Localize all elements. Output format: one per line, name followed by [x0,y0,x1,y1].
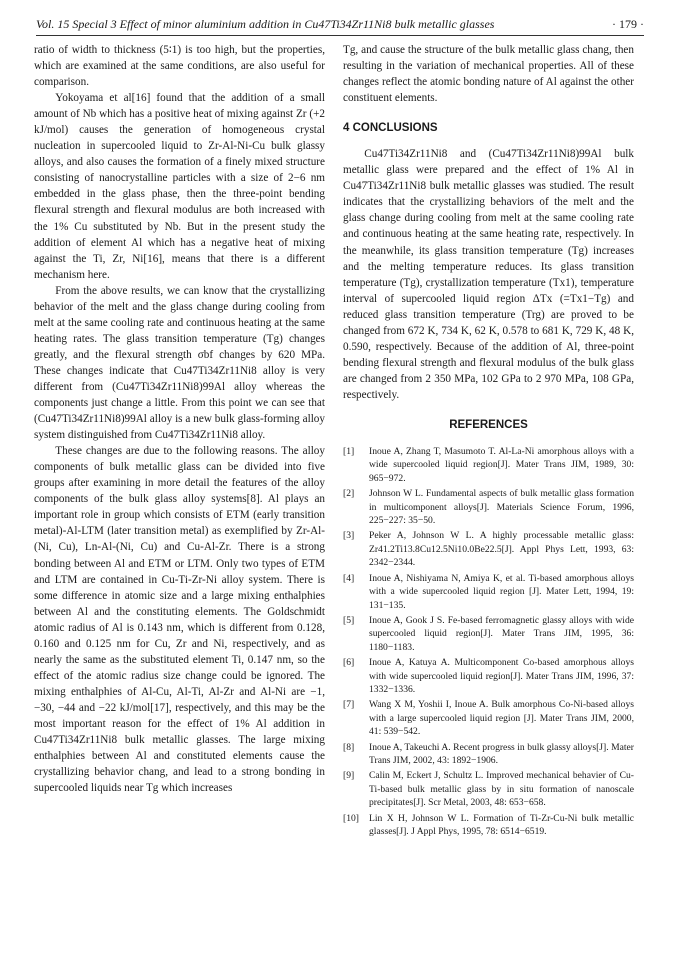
header-title: Vol. 15 Special 3 Effect of minor aluminium addition in Cu47Ti34Zr11Ni8 bulk metallic glasses [36,17,495,31]
paragraph: Yokoyama et al[16] found that the addition of a small amount of Nb which has a positive heat of mixing against Zr (+2 kJ/mol) causes the generation of homogeneous crystal nucleation in supercooled liquid to Zr-Al-Ni-Cu bulk glassy alloys, and also causes the formation of a finely mixed structure consisting of nanocrystalline particles with a size of 2−6 nm embedded in the glass phase, then the three-point bending flexural strength and flexural modulus are both increased with the 1% Cu substituted by Nb. But in the present study the addition of element Al which has a negative heat of mixing against the Ti, Zr, Ni[16], means that there is a different mechanism here. [34,92,325,281]
reference-item: [2] Johnson W L. Fundamental aspects of bulk metallic glass formation in multicomponent alloys[J]. Materials Science Forum, 1996, 225−227: 35−50. [343,488,634,527]
reference-item: [9] Calin M, Eckert J, Schultz L. Improved mechanical behavier of Cu-Ti-based bulk metallic glass by in situ formation of nanoscale precipitates[J]. Scr Metal, 2003, 48: 653−658. [343,770,634,809]
reference-item: [10] Lin X H, Johnson W L. Formation of Ti-Zr-Cu-Ni bulk metallic glasses[J]. J Appl Phys, 1995, 78: 6514−6519. [343,812,634,837]
reference-item: [5] Inoue A, Gook J S. Fe-based ferromagnetic glassy alloys with wide supercooled liquid region[J]. Mater Trans JIM, 1995, 36: 1180−1183. [343,614,634,653]
reference-item: [7] Wang X M, Yoshii I, Inoue A. Bulk amorphous Co-Ni-based alloys with a large supercooled liquid region [J]. Mater Trans JIM, 2000, 41: 539−542. [343,699,634,738]
reference-item: [4] Inoue A, Nishiyama N, Amiya K, et al. Ti-based amorphous alloys with a wide supercooled liquid region [J]. Mater Lett, 1994, 19: 131−135. [343,572,634,611]
left-column [34,42,325,796]
section-heading-conclusions: 4 CONCLUSIONS [343,122,438,135]
references-heading: REFERENCES [449,418,528,431]
running-header [36,14,644,36]
conclusions-paragraph: Cu47Ti34Zr11Ni8 and (Cu47Ti34Zr11Ni8)99Al bulk metallic glass were prepared and the effect of 1% Al in Cu47Ti34Zr11Ni8 bulk metallic glasses was studied. The result indicates that the crystallizing behaviors of the melt and the glass change during cooling from melt at the same cooling rate and continuous heating at the same heating rate, respectively. In the meanwhile, its glass transition temperature (Tg) increases and the melting temperature reduces. Its glass transition temperature (Tg), crystallization temperature (Tx1), temperature interval of supercooled liquid region ΔTx (=Tx1−Tg) and reduced glass transition temperature (Trg) are proved to be changed from 672 K, 734 K, 62 K, 0.578 to 681 K, 729 K, 48 K, 0.590, respectively. Because of the addition of Al, three-point bending flexural strength and flexural modulus of the bulk glass are changed from 2 350 MPa, 102 GPa to 2 970 MPa, 108 GPa, respectively. [343,148,634,401]
reference-item: [3] Peker A, Johnson W L. A highly processable metallic glass: Zr41.2Ti13.8Cu12.5Ni10.0Be22.5[J]. Appl Phys Lett, 1993, 63: 2342−2344. [343,530,634,569]
reference-item: [8] Inoue A, Takeuchi A. Recent progress in bulk glassy alloys[J]. Mater Trans JIM, 2002, 43: 1892−1906. [343,741,634,766]
reference-item: [1] Inoue A, Zhang T, Masumoto T. Al-La-Ni amorphous alloys with a wide supercooled liquid region[J]. Mater Trans JIM, 1989, 30: 965−972. [343,446,634,484]
page-number: · 179 · [612,17,644,31]
reference-list [343,445,634,838]
paragraph: Tg, and cause the structure of the bulk metallic glass chang, then resulting in the variation of mechanical properties. All of these changes reflect the atomic bonding nature of Al against the other constituent elements. [343,44,634,105]
paragraph: From the above results, we can know that the crystallizing behavior of the melt and the glass change during cooling from melt at the same cooling rate and continuous heating at the same heating rates. The glass transition temperature (Tg) changes greatly, and the flexural strength σbf changes by 620 MPa. These changes indicate that Cu47Ti34Zr11Ni8 alloy is very different from (Cu47Ti34Zr11Ni8)99Al alloy whereas the components just change a little. From this point we can see that (Cu47Ti34Zr11Ni8)99Al alloy is a new bulk glass-forming alloy system distinguished from Cu47Ti34Zr11Ni8 alloy. [34,284,325,442]
paragraph: ratio of width to thickness (5∶1) is too high, but the properties, which are examined at the same conditions, are also useful for comparison. [34,44,325,89]
paragraph: These changes are due to the following reasons. The alloy components of bulk metallic glass can be divided into five groups after examining in more detail the features of the alloy components of the bulk glass alloy systems[8]. Al plays an important role in group which consists of ETM (early transition metal)-Al-LTM (later transition metal) as exemplified by Zr-Al-(Ni, Cu), Ln-Al-(Ni, Cu) and Cu-Al-Zr. There is a strong bonding between Al and ETM or LTM. Only two types of ETM and LTM are contained in Cu-Ti-Zr-Ni alloy system. There is some difference in atomic size and a large mixing enthalphies between Al and the constituting elements. The Goldschmidt atomic radius of Al is 0.143 nm, which is different from 0.128, 0.160 and 0.125 nm for Cu, Zr and Ni, respectively, and as nearly the same as the substituted element Ti, 0.147 nm, so the effect of the atomic radius size change could be ignored. The mixing enthalphies of Al-Cu, Al-Ti, Al-Zr and Al-Ni are −1, −30, −44 and −22 kJ/mol[17], respectively, and this may be the most important reason for the effect of 1% Al addition in Cu47Ti34Zr11Ni8 bulk metallic glasses. The large mixing enthalphies between Al and constituted elements cause the crystallizing behavior chang, and lead to a strong bonding in supercooled liquids near Tg which increases [34,445,325,795]
reference-item: [6] Inoue A, Katuya A. Multicomponent Co-based amorphous alloys with wide supercooled liquid region[J]. Mater Trans JIM, 1996, 37: 1332−1336. [343,657,634,695]
right-column [343,42,634,840]
